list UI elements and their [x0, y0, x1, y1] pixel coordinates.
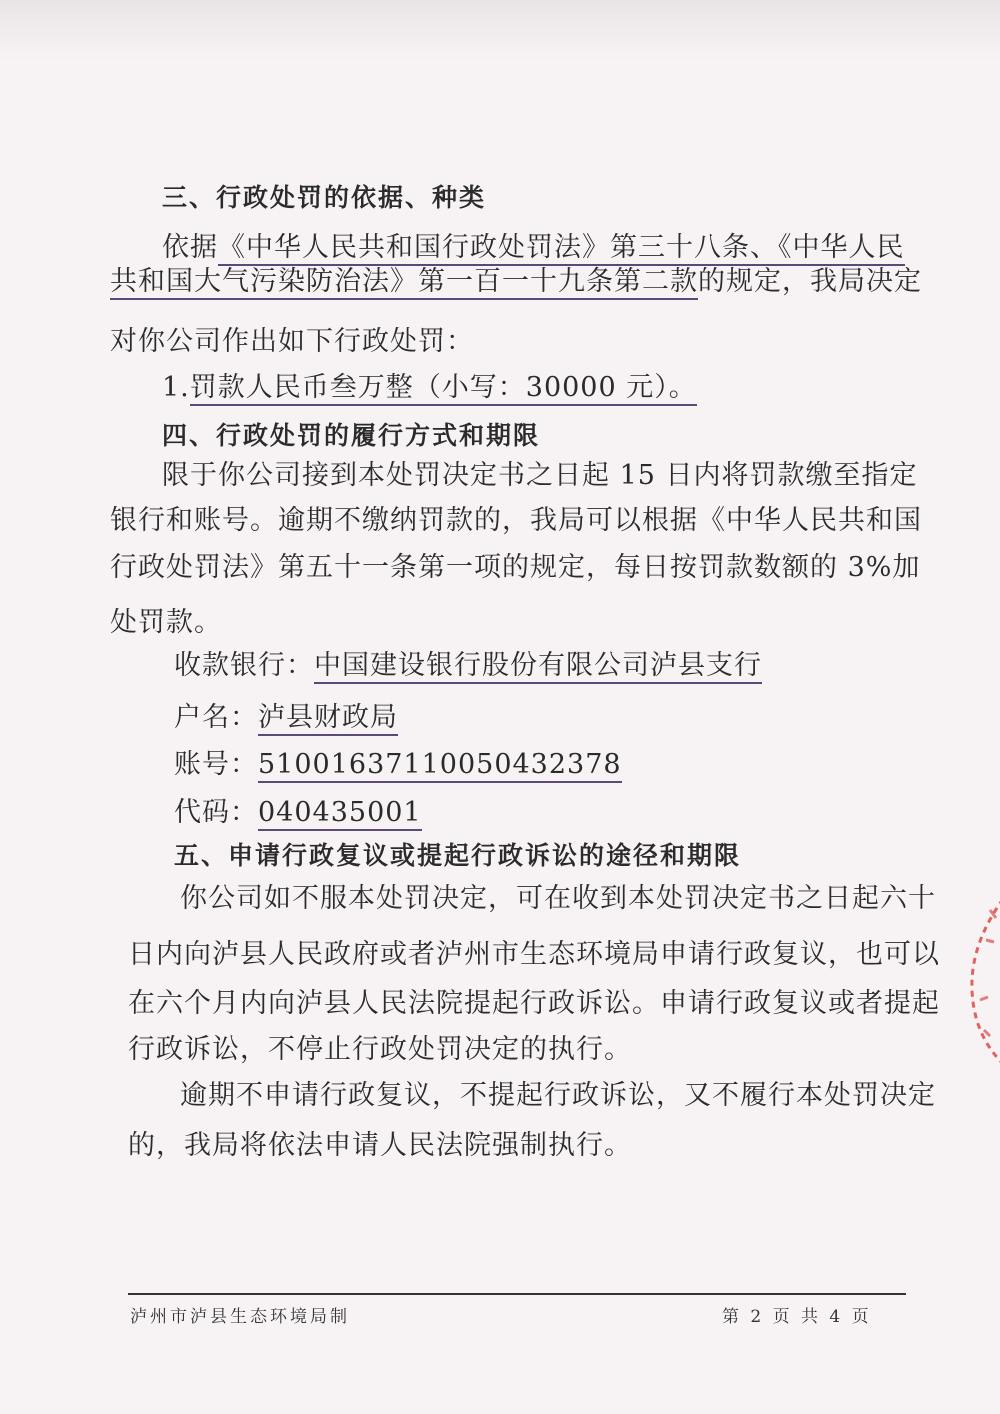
- section5-p1-line3: 在六个月内向泸县人民法院提起行政诉讼。申请行政复议或者提起: [128, 988, 940, 1019]
- footer-page-number: 第 2 页 共 4 页: [722, 1307, 872, 1327]
- section5-p2-line2: 的，我局将依法申请人民法院强制执行。: [128, 1130, 632, 1161]
- account-name-label: 户名：: [174, 702, 258, 733]
- section4-line1: 限于你公司接到本处罚决定书之日起 15 日内将罚款缴至指定: [162, 460, 918, 491]
- bank-value: 中国建设银行股份有限公司泸县支行: [314, 650, 762, 684]
- section4-line4: 处罚款。: [110, 607, 222, 638]
- footer-rule: [128, 1293, 906, 1295]
- account-number-row: [174, 747, 622, 783]
- penalty-item: [162, 370, 697, 406]
- account-number-label: 账号：: [174, 749, 258, 780]
- section4-line2: 银行和账号。逾期不缴纳罚款的，我局可以根据《中华人民共和国: [110, 505, 922, 536]
- section3-line1: [162, 230, 905, 266]
- bank-row: [174, 648, 762, 684]
- official-seal-fragment: [950, 880, 1000, 1080]
- footer-issuer: 泸州市泸县生态环境局制: [130, 1307, 350, 1327]
- section5-p1-line2: 日内向泸县人民政府或者泸州市生态环境局申请行政复议，也可以: [128, 939, 940, 970]
- section3-line2-law-citation: 共和国大气污染防治法》第一百一十九条第二款: [110, 266, 698, 300]
- section5-p1-line1: 你公司如不服本处罚决定，可在收到本处罚决定书之日起六十: [180, 883, 936, 914]
- section4-line3: 行政处罚法》第五十一条第一项的规定，每日按罚款数额的 3%加: [110, 552, 921, 583]
- section3-line1-lead: 依据: [162, 232, 218, 263]
- section4-heading: 四、行政处罚的履行方式和期限: [162, 421, 541, 450]
- section5-p1-line4: 行政诉讼，不停止行政处罚决定的执行。: [128, 1034, 632, 1065]
- section3-heading: 三、行政处罚的依据、种类: [162, 183, 487, 212]
- bank-label: 收款银行：: [174, 650, 314, 681]
- section3-line3: 对你公司作出如下行政处罚：: [110, 326, 474, 357]
- scan-shadow: [0, 0, 1000, 60]
- section3-line1-law-citation: 《中华人民共和国行政处罚法》第三十八条、《中华人民: [218, 232, 905, 266]
- penalty-item-number: 1.: [162, 372, 190, 403]
- penalty-item-text: 罚款人民币叁万整（小写：30000 元）。: [190, 372, 697, 406]
- section5-p2-line1: 逾期不申请行政复议，不提起行政诉讼，又不履行本处罚决定: [180, 1080, 936, 1111]
- code-row: [174, 795, 422, 831]
- account-name-row: [174, 700, 398, 736]
- code-label: 代码：: [174, 797, 258, 828]
- section5-heading: 五、申请行政复议或提起行政诉讼的途径和期限: [174, 841, 742, 870]
- account-number-value: 51001637110050432378: [258, 749, 622, 783]
- code-value: 040435001: [258, 797, 422, 831]
- section3-line2: [110, 264, 922, 300]
- account-name-value: 泸县财政局: [258, 702, 398, 736]
- section3-line2-tail: 的规定，我局决定: [698, 266, 922, 297]
